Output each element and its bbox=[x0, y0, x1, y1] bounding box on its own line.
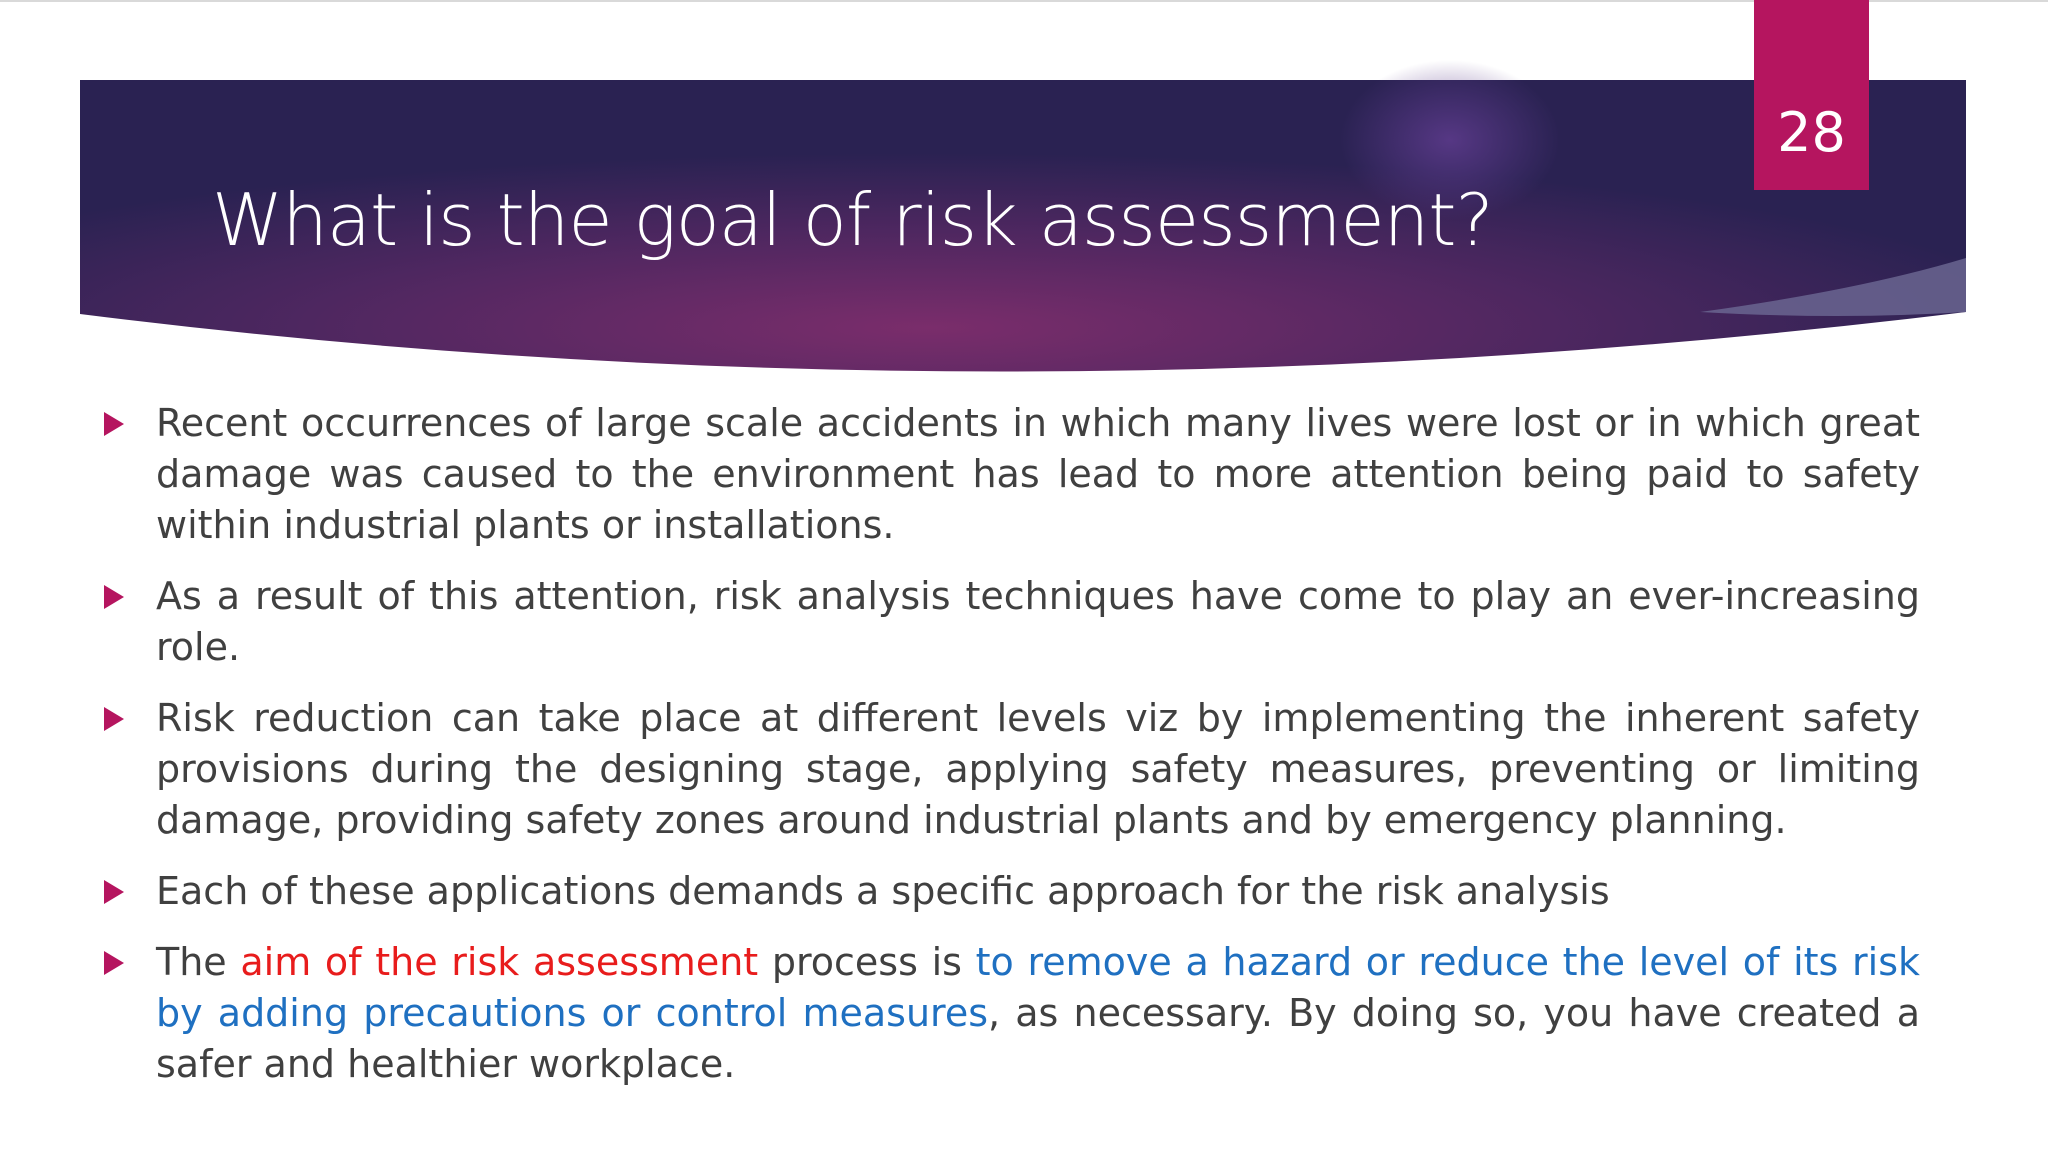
triangle-bullet-icon bbox=[104, 412, 124, 436]
bullet-text: Risk reduction can take place at different levels viz by implementing the inherent safety provisions during the designing stage, applying safety measures, preventing or limiting damage, providing safety zones around industrial plants and by emergency planning. bbox=[156, 696, 1920, 842]
triangle-bullet-icon bbox=[104, 951, 124, 975]
bullet-text: As a result of this attention, risk analysis techniques have come to play an ever-increasing role. bbox=[156, 574, 1920, 669]
triangle-bullet-icon bbox=[104, 880, 124, 904]
bullet-item bbox=[100, 866, 1920, 917]
bullet-item bbox=[100, 571, 1920, 673]
bullet-item bbox=[100, 937, 1920, 1090]
bullet-item bbox=[100, 693, 1920, 846]
bullet-text: Recent occurrences of large scale accidents in which many lives were lost or in which great damage was caused to the environment has lead to more attention being paid to safety within industrial plants or installations. bbox=[156, 401, 1920, 547]
triangle-bullet-icon bbox=[104, 707, 124, 731]
highlight-blue-text: to remove a hazard or reduce the level of its risk by adding precautions or control measures bbox=[156, 940, 1920, 1035]
highlight-red-text: aim of the risk assessment bbox=[240, 940, 759, 984]
bullet-text-plain: process is bbox=[758, 940, 976, 984]
slide-title: What is the goal of risk assessment? bbox=[212, 178, 1493, 262]
page-number-badge bbox=[1754, 0, 1869, 190]
bullet-item bbox=[100, 398, 1920, 551]
triangle-bullet-icon bbox=[104, 585, 124, 609]
bullet-text: Each of these applications demands a specific approach for the risk analysis bbox=[156, 869, 1610, 913]
bullet-list bbox=[100, 398, 1920, 1110]
bullet-text-plain: The bbox=[156, 940, 241, 984]
bullet-text-plain: , as necessary. By doing so, you have created a safer and healthier workplace. bbox=[156, 991, 1920, 1086]
page-number: 28 bbox=[1777, 101, 1846, 164]
